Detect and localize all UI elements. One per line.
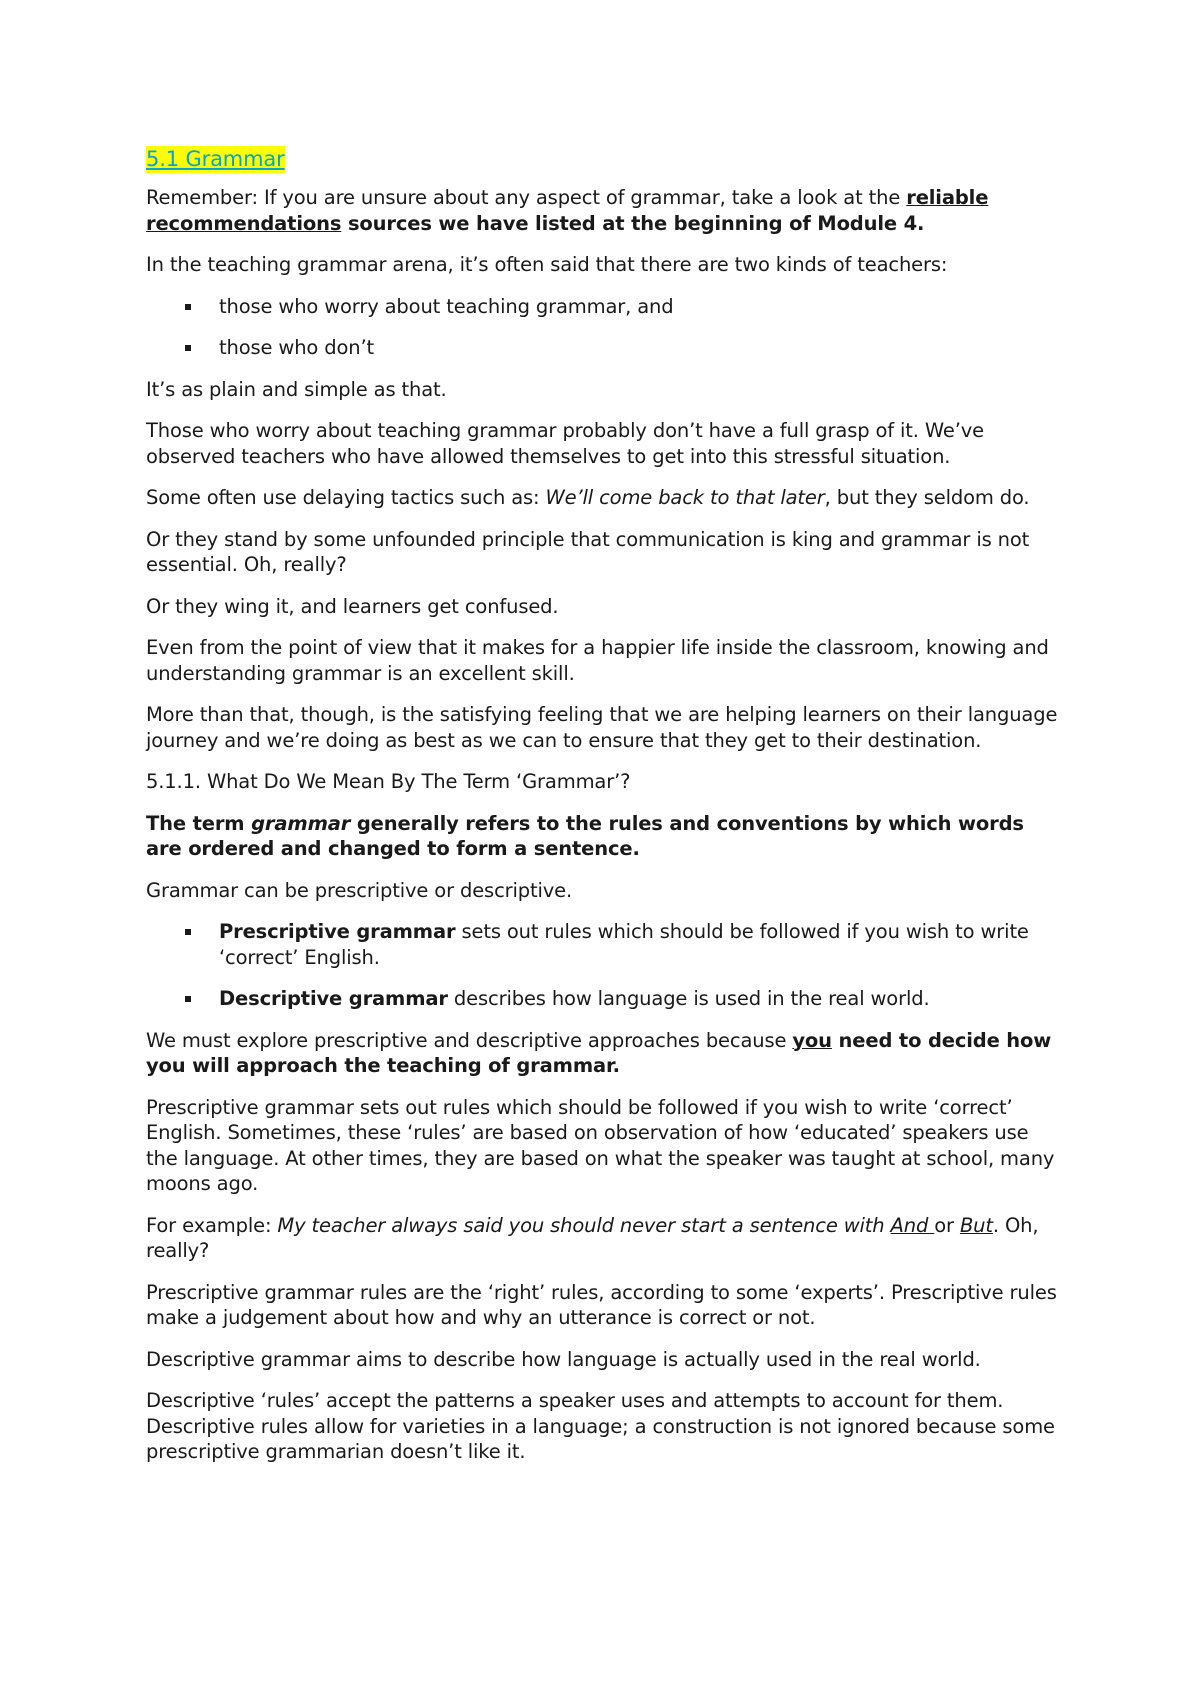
example-end: . Oh, really? [146,1213,1039,1262]
bullet-icon [185,996,191,1002]
remember-paragraph [146,185,1066,236]
section-heading: 5.1 Grammar [146,147,285,171]
example-label: For example: [146,1213,278,1237]
wing-paragraph: Or they wing it, and learners get confused. [146,594,559,618]
right-rules-paragraph: Prescriptive grammar rules are the ‘right’ rules, according to some ‘experts’. Prescriptive rules make a judgement about how and why an utterance is correct or not. [146,1280,1057,1329]
document-body [146,146,1066,1481]
bullet-icon [185,929,191,935]
example-but: But [959,1213,993,1237]
stand-paragraph: Or they stand by some unfounded principle that communication is king and grammar is not essential. Oh, really? [146,527,1030,576]
remember-bold-text: sources we have listed at the beginning of Module 4. [341,211,925,235]
even-paragraph: Even from the point of view that it makes for a happier life inside the classroom, knowing and understanding grammar is an excellent skill. [146,636,1049,685]
bullet-icon [185,304,191,310]
remember-text: Remember: If you are unsure about any aspect of grammar, take a look at the [146,186,907,209]
list-item [146,986,1066,1012]
more-paragraph: More than that, though, is the satisfying feeling that we are helping learners on their language journey and we’re doing as best as we can to ensure that they get to their destination. [146,703,1058,752]
delay-text-end: , but they seldom do. [824,486,1030,509]
term-text: The term [146,811,252,835]
list-item [146,919,1066,970]
explore-text: We must explore prescriptive and descriptive approaches because [146,1028,793,1052]
term-paragraph [146,811,1066,862]
delay-quote: We’ll come back to that later [545,486,825,509]
delay-paragraph [146,485,1066,511]
list-item-text: describes how language is used in the real world. [447,987,930,1010]
example-quote: My teacher always said you should never start a sentence with [277,1213,891,1237]
subsection-heading: 5.1.1. What Do We Mean By The Term ‘Grammar’? [146,770,631,793]
explore-paragraph [146,1028,1066,1079]
example-or: or [934,1213,960,1237]
list-item [146,335,1066,361]
example-and: And [890,1213,935,1237]
term-word: grammar [251,811,351,835]
can-be-paragraph: Grammar can be prescriptive or descriptive. [146,878,573,902]
example-paragraph [146,1213,1066,1264]
descriptive-paragraph: Descriptive grammar aims to describe how language is actually used in the real world. [146,1347,981,1371]
list-item-text: sets out rules which should be followed if you wish to write ‘correct’ English. [219,920,1029,969]
bullet-icon [185,345,191,351]
plain-paragraph: It’s as plain and simple as that. [146,377,447,401]
two-kinds-paragraph: In the teaching grammar arena, it’s often said that there are two kinds of teachers: [146,253,948,276]
reliable-link[interactable]: reliable [906,186,989,209]
list-item [146,294,1066,320]
explore-bold-text: need to decide how you will approach the teaching of grammar. [146,1028,1052,1077]
recommendations-link[interactable]: recommendations [146,211,342,235]
list-item-text: those who don’t [219,336,374,359]
delay-text: Some often use delaying tactics such as: [146,486,546,509]
descriptive-rules-paragraph: Descriptive ‘rules’ accept the patterns a speaker uses and attempts to account for them. Descriptive rules allow for varieties in a language; a construction is not ignored because some prescriptive grammarian doesn’t like it. [146,1389,1055,1463]
grammar-types-list [146,919,1066,1012]
explore-you: you [792,1028,832,1052]
list-item-text: those who worry about teaching grammar, and [219,294,674,318]
list-item-term: Prescriptive grammar [219,920,456,943]
term-text-end: generally refers to the rules and conventions by which words are ordered and changed to form a sentence. [146,811,1024,860]
worry-paragraph: Those who worry about teaching grammar probably don’t have a full grasp of it. We’ve observed teachers who have allowed themselves to get into this stressful situation. [146,419,985,468]
teacher-kinds-list [146,294,1066,361]
prescriptive-paragraph: Prescriptive grammar sets out rules which should be followed if you wish to write ‘correct’ English. Sometimes, these ‘rules’ are based on observation of how ‘educated’ speakers use the language. At other times, they are based on what the speaker was taught at school, many moons ago. [146,1095,1055,1195]
list-item-term: Descriptive grammar [219,987,448,1010]
